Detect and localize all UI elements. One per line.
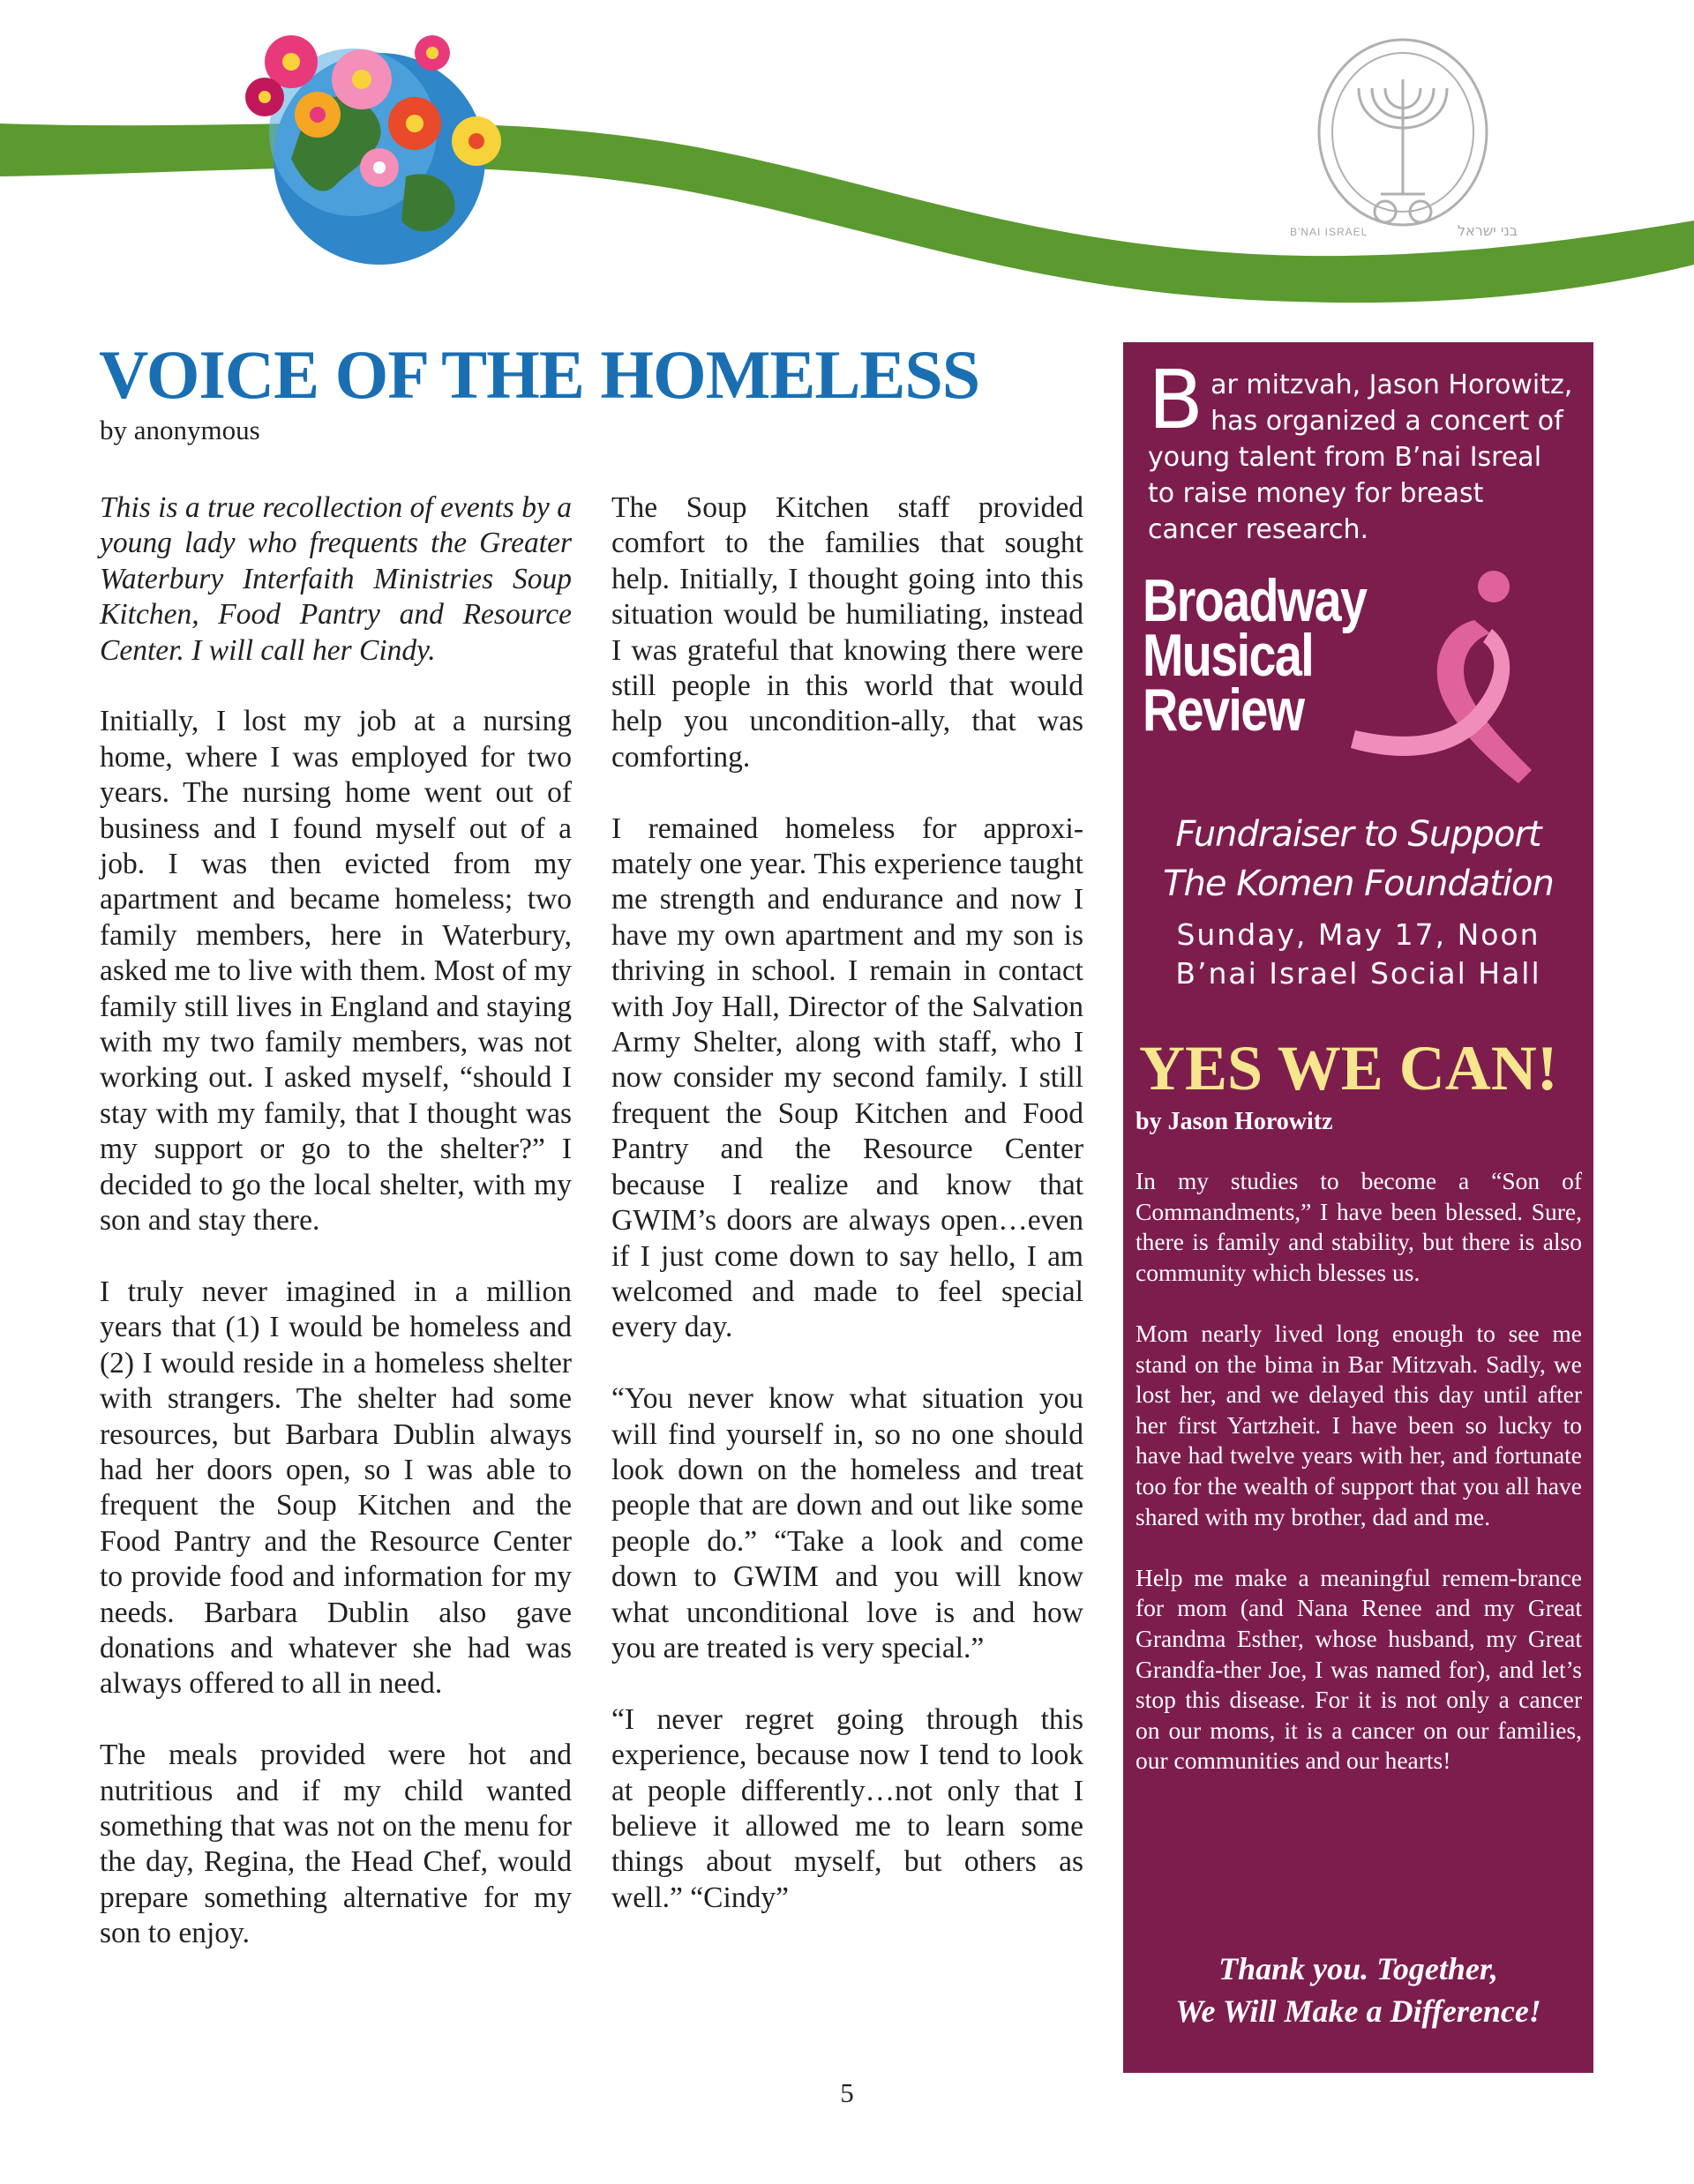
header-decoration (0, 0, 1694, 335)
article-paragraph: The meals provided were hot and nutritious and if my child wanted something that was not on the menu for the day, Regina, the Head Chef, would prepare something alternative for my son to enjoy. (100, 1739, 572, 1950)
article-column-right (611, 490, 1083, 1952)
green-wave-banner (0, 123, 1694, 303)
fundraiser-line: Fundraiser to Support (1175, 814, 1541, 855)
page-number: 5 (840, 2077, 854, 2108)
article-column-left (100, 490, 572, 1987)
menorah-laurel-emblem-icon (1319, 40, 1487, 225)
fundraiser-lines (1123, 810, 1593, 909)
article-paragraph: “You never know what situation you will find yourself in, so no one should look down on the homeless and treat people that are down and out like some people do.” “Take a look and come down to GWIM and you will know what unconditional love is and how you are treated is very special.” (611, 1382, 1083, 1664)
globe-with-flowers-icon (245, 35, 501, 265)
event-location: B’nai Israel Social Hall (1175, 956, 1541, 991)
review-title-line: Broadway (1143, 567, 1367, 634)
fundraiser-line: The Komen Foundation (1163, 864, 1554, 904)
emblem-caption-hebrew: בני ישראל (1458, 222, 1518, 239)
article-paragraph: I remained homeless for approxi-mately one year. This experience taught me strength and endurance and now I have my own apartment and my son is thriving in school. I remain in contact with Joy Hall, Director of the Salvation Army Shelter, along with staff, who I now consider my second family. I still frequent the Soup Kitchen and Food Pantry and the Resource Center because I realize and know that GWIM’s doors are always open…even if I just come down to say hello, I am welcomed and made to feel special every day. (611, 812, 1083, 1344)
sidebar-headline: YES WE CAN! (1139, 1033, 1558, 1103)
article-paragraph: Initially, I lost my job at a nursing home, where I was employed for two years. The nursing home went out of business and I found myself out of a job. I was then evicted from my apartment and became homeless; two family members, here in Waterbury, asked me to live with them. Most of my family still lives in England and staying with my two family members, was not working out. I asked myself, “should I stay with my family, that I thought was my support or go to the shelter?” I decided to go the local shelter, with my son and stay there. (100, 705, 573, 1238)
sidebar-panel (1123, 342, 1593, 2073)
sidebar-byline: by Jason Horowitz (1136, 1108, 1333, 1135)
concert-intro (1148, 353, 1575, 548)
article-paragraph: The Soup Kitchen staff provided comfort to the families that sought help. Initially, I thought going into this situation would be humiliating, instead I was grateful that knowing there were still people in this world that would help you uncondition-ally, that was comforting. (611, 491, 1083, 774)
drop-cap: B (1148, 353, 1204, 447)
review-title-line: Review (1143, 677, 1304, 744)
event-details (1123, 916, 1593, 993)
article-paragraph: I truly never imagined in a million years that (1) I would be homeless and (2) I would reside in a homeless shelter with strangers. The shelter had some resources, but Barbara Dublin always had her doors open, so I was able to frequent the Soup Kitchen and the Food Pantry and the Resource Center to provide food and information for my needs. Barbara Dublin also gave donations and whatever she had was always offered to all in need. (100, 1275, 572, 1701)
pink-ribbon-figure-icon (1342, 567, 1545, 792)
event-date: Sunday, May 17, Noon (1176, 917, 1540, 952)
thank-you-line: We Will Make a Difference! (1175, 1993, 1541, 2029)
sidebar-body (1136, 1166, 1582, 1806)
article-intro: This is a true recollection of events by a young lady who frequents the Greater Waterbury Interfaith Ministries Soup Kitchen, Food Pantry and Resource Center. I will call her Cindy. (100, 491, 572, 667)
review-title-line: Musical (1143, 622, 1314, 689)
article-paragraph: “I never regret going through this experience, because now I tend to look at people differently…not only that I believe it allowed me to learn some things about myself, but others as well.” “Cindy” (611, 1702, 1083, 1914)
emblem-caption: B'NAI ISRAEL (1290, 226, 1368, 238)
thank-you-message (1123, 1948, 1593, 2032)
sidebar-paragraph: Mom nearly lived long enough to see me stand on the bima in Bar Mitzvah. Sadly, we lost her, and we delayed this day until after her first Yartzheit. I have been so lucky to have had twelve years with her, and fortunate too for the wealth of support that you all have shared with my brother, dad and me. (1136, 1319, 1582, 1530)
article-byline: by anonymous (100, 415, 260, 445)
sidebar-paragraph: In my studies to become a “Son of Commandments,” I have been blessed. Sure, there is family and stability, but there is also community which blesses us. (1136, 1167, 1582, 1286)
article-title: VOICE OF THE HOMELESS (99, 336, 980, 413)
sidebar-paragraph: Help me make a meaningful remem-brance for mom (and Nana Renee and my Great Grandma Esther, whose husband, my Great Grandfa-ther Joe, I was named for), and let’s stop this disease. For it is not only a cancer on our moms, it is a cancer on our families, our communities and our hearts! (1136, 1563, 1582, 1775)
thank-you-line: Thank you. Together, (1218, 1951, 1498, 1986)
concert-intro-text: ar mitzvah, Jason Horowitz, has organized a concert of young talent from B’nai Isreal to raise money for breast cancer research. (1148, 370, 1573, 545)
